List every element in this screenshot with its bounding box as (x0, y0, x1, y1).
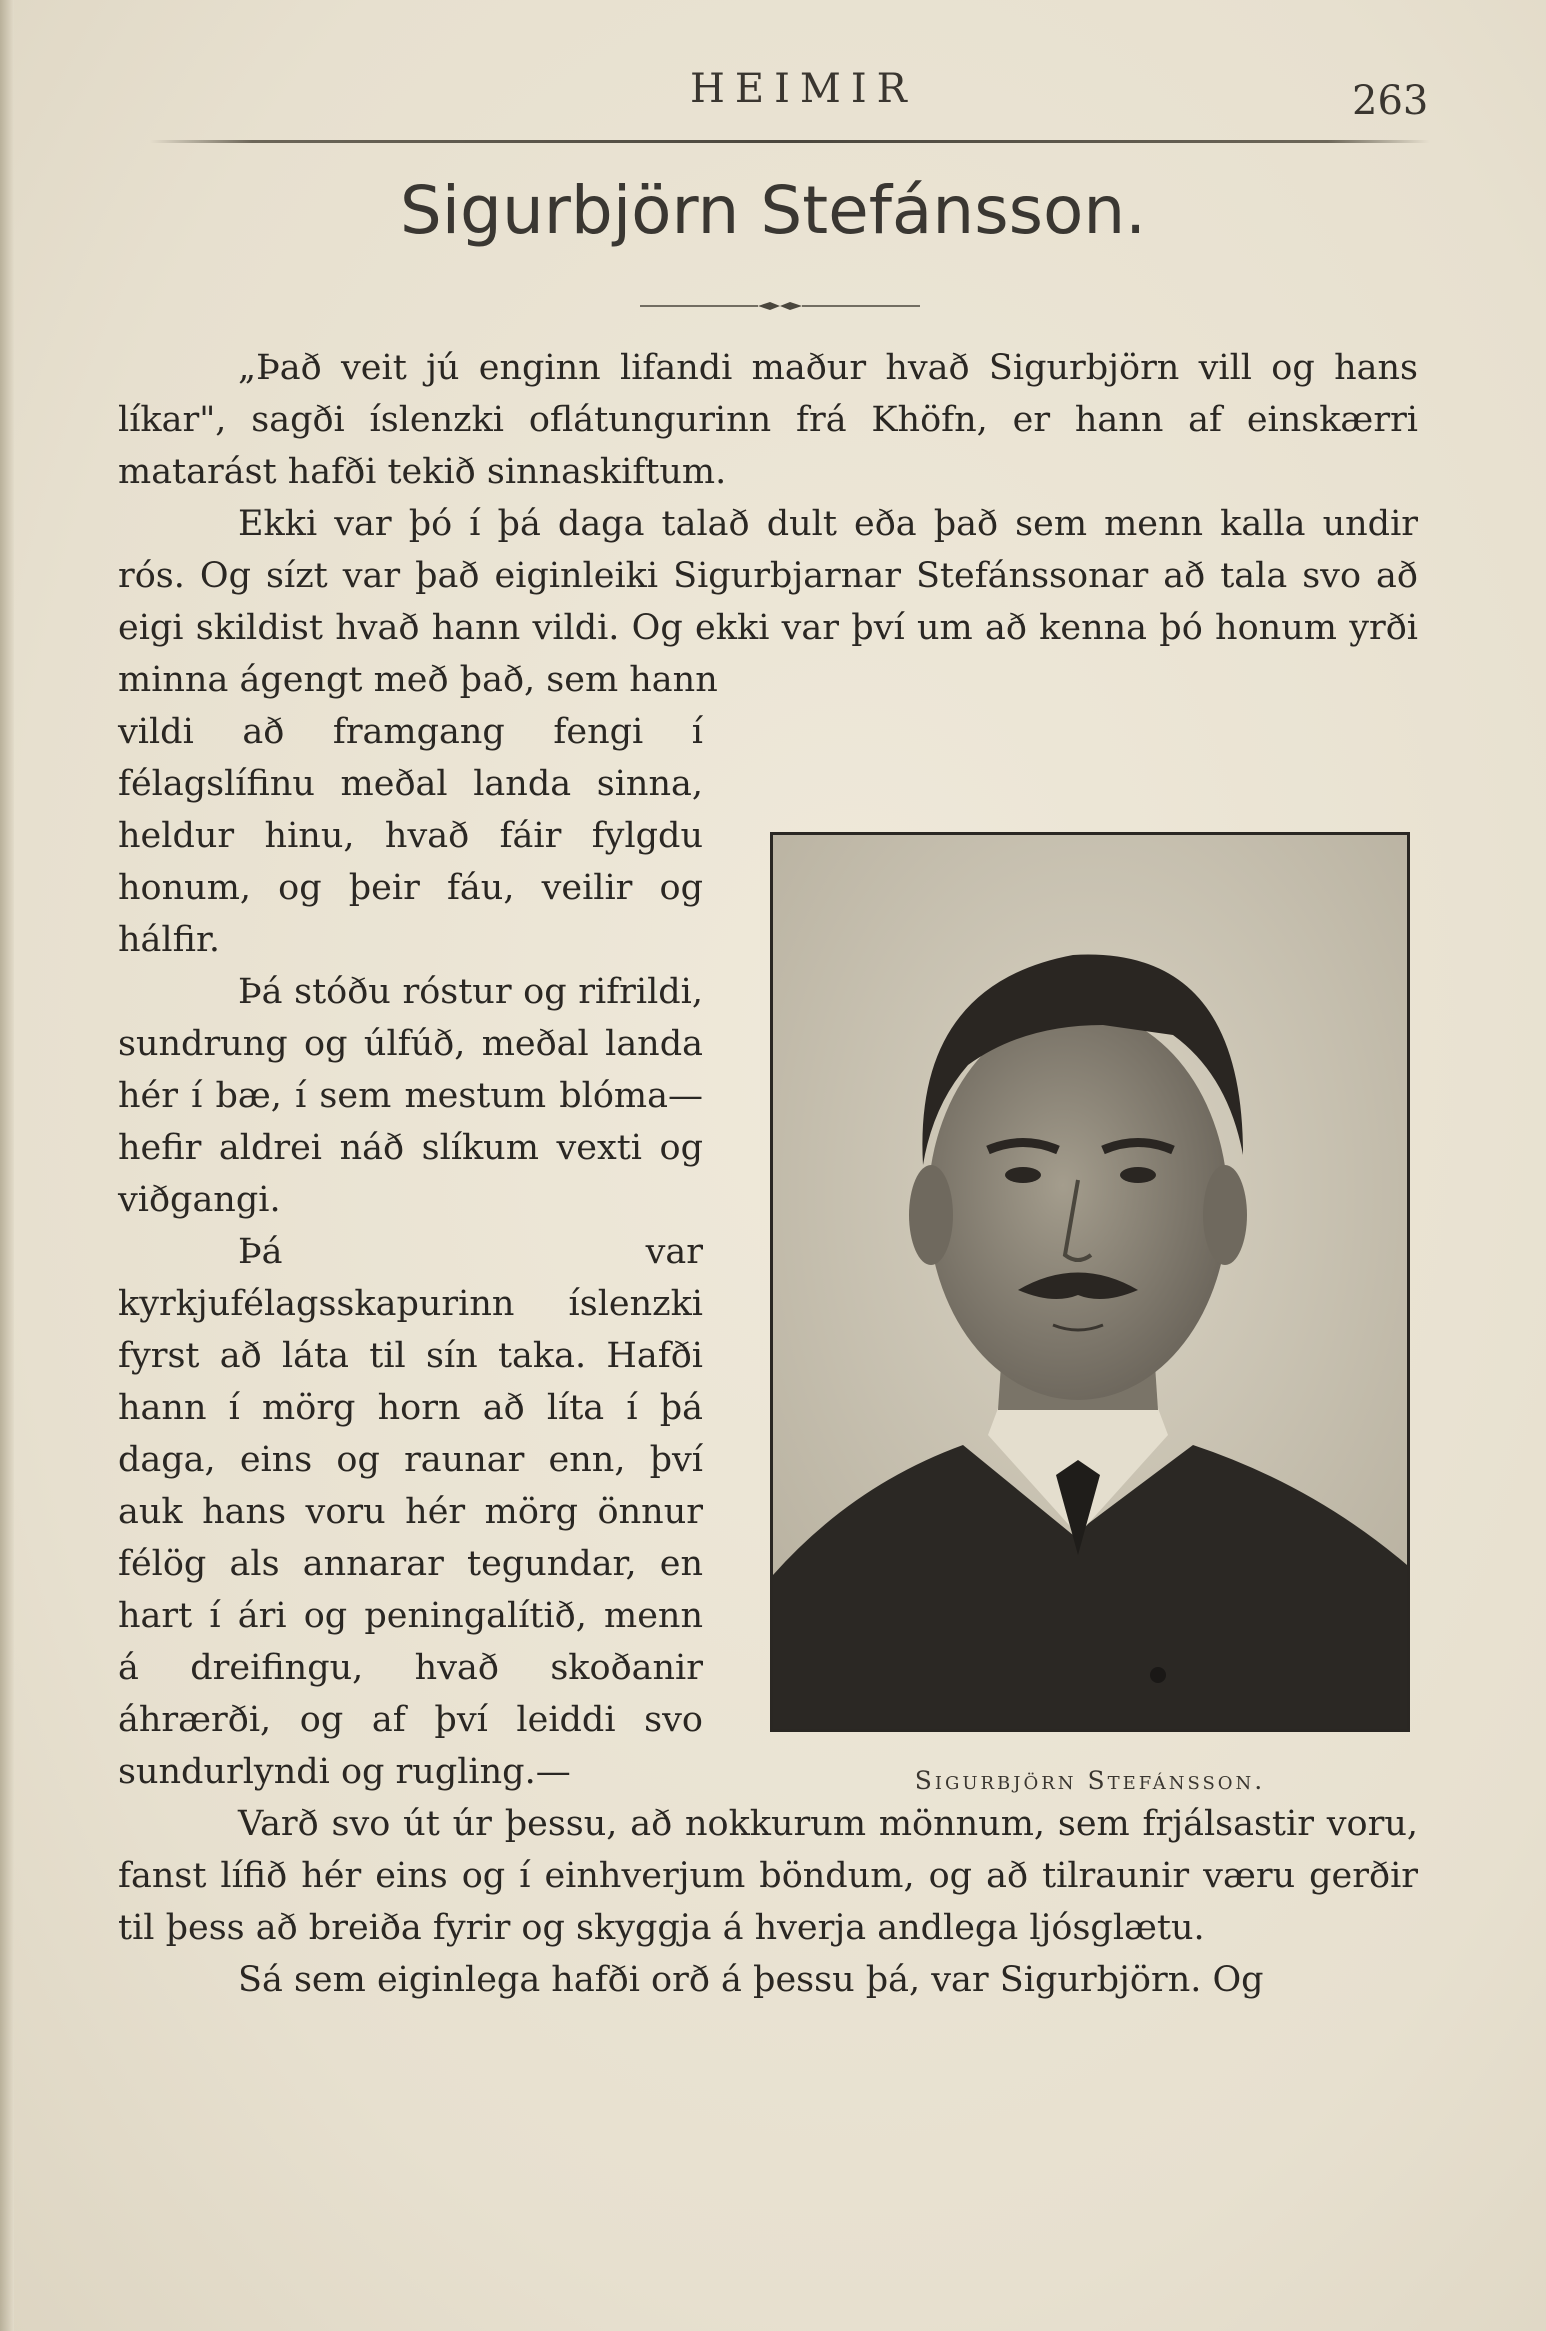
header-rule (150, 140, 1430, 143)
page-binding-edge (0, 0, 14, 2331)
wrapped-column (118, 706, 703, 1798)
article-title: Sigurbjörn Stefánsson. (399, 172, 1147, 249)
portrait-illustration (773, 835, 1407, 1729)
portrait-figure (770, 832, 1410, 1795)
paragraph: Varð svo út úr þessu, að nokkurum mönnum, sem frjálsastir voru, fanst lífið hér eins og í einhverjum böndum, og að tilraunir væru gerðir til þess að breiða fyrir og skyggja á hverja andlega ljósglætu. (118, 1804, 1418, 1948)
photo-caption: Sigurbjörn Stefánsson. (914, 1766, 1266, 1795)
portrait-photo (770, 832, 1410, 1732)
paragraph: vildi að framgang fengi í félagslífinu meðal landa sinna, heldur hinu, hvað fáir fylgdu honum, og þeir fáu, veilir og hálfir. (118, 712, 703, 960)
title-ornament (640, 300, 920, 312)
paragraph: „Það veit jú enginn lifandi maður hvað Sigurbjörn vill og hans líkar", sagði íslenzki oflátungurinn frá Khöfn, er hann af einskærri matarást hafði tekið sinnaskiftum. (118, 348, 1418, 492)
paragraph: Þá var kyrkjufélagsskapurinn íslenzki fyrst að láta til sín taka. Hafði hann í mörg horn að líta í þá daga, eins og raunar enn, því auk hans voru hér mörg önnur félög als annarar tegundar, en hart í ári og peningalítið, menn á dreifingu, hvað skoðanir áhrærði, og af því leiddi svo sundurlyndi og rugling.— (118, 1232, 703, 1792)
paragraph: Sá sem eiginlega hafði orð á þessu þá, var Sigurbjörn. Og (238, 1960, 1264, 2000)
page-number: 263 (1352, 78, 1429, 124)
running-head: HEIMIR (690, 66, 917, 112)
paragraph: Þá stóðu róstur og rifrildi, sundrung og úlfúð, meðal landa hér í bæ, í sem mestum blóma—hefir aldrei náð slíkum vexti og viðgangi. (118, 972, 703, 1220)
paragraph: Ekki var þó í þá daga talað dult eða það sem menn kalla undir rós. Og sízt var það eiginleiki Sigurbjarnar Stefánssonar að tala svo að eigi skildist hvað hann vildi. Og ekki var því um að kenna þó honum yrði minna ágengt með það, sem hann (118, 504, 1418, 700)
